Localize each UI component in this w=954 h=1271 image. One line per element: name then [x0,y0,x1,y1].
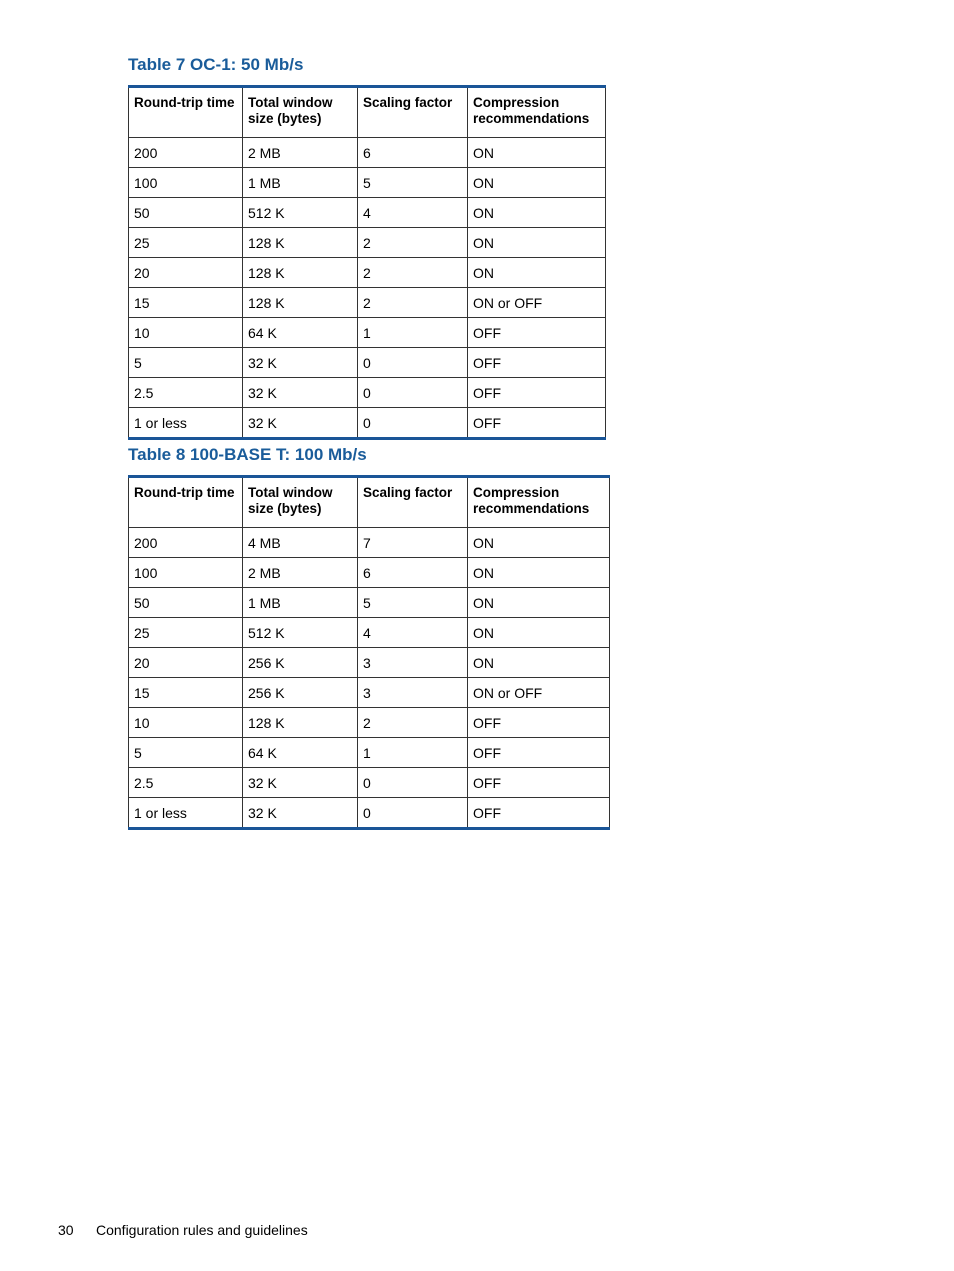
cell-round-trip-time: 200 [129,528,243,558]
cell-round-trip-time: 25 [129,618,243,648]
cell-round-trip-time: 10 [129,318,243,348]
page-number: 30 [58,1222,74,1238]
cell-compression: OFF [468,378,606,408]
cell-total-window-size: 1 MB [243,168,358,198]
header-total-window-size: Total window size (bytes) [243,87,358,138]
cell-scaling-factor: 1 [358,738,468,768]
table-row [129,558,610,588]
table-row [129,408,606,439]
section-title: Configuration rules and guidelines [96,1222,308,1238]
cell-round-trip-time: 15 [129,288,243,318]
cell-scaling-factor: 1 [358,318,468,348]
cell-compression: ON or OFF [468,288,606,318]
cell-round-trip-time: 20 [129,648,243,678]
table-row [129,528,610,558]
cell-scaling-factor: 6 [358,138,468,168]
cell-scaling-factor: 4 [358,198,468,228]
cell-compression: ON [468,198,606,228]
table-row [129,198,606,228]
cell-total-window-size: 512 K [243,198,358,228]
cell-round-trip-time: 1 or less [129,408,243,439]
cell-round-trip-time: 5 [129,738,243,768]
cell-round-trip-time: 100 [129,558,243,588]
table-row [129,648,610,678]
header-round-trip-time: Round-trip time [129,87,243,138]
cell-total-window-size: 32 K [243,798,358,829]
cell-total-window-size: 32 K [243,768,358,798]
table-7-title: Table 7 OC-1: 50 Mb/s [128,55,304,74]
cell-scaling-factor: 2 [358,708,468,738]
cell-total-window-size: 2 MB [243,558,358,588]
table-row [129,798,610,829]
cell-scaling-factor: 2 [358,288,468,318]
cell-total-window-size: 256 K [243,648,358,678]
table-row [129,378,606,408]
cell-compression: OFF [468,708,610,738]
header-compression: Compression recommendations [468,477,610,528]
cell-total-window-size: 128 K [243,228,358,258]
cell-scaling-factor: 5 [358,168,468,198]
cell-compression: OFF [468,768,610,798]
cell-total-window-size: 64 K [243,738,358,768]
cell-compression: ON [468,228,606,258]
table-8 [128,475,610,830]
cell-round-trip-time: 2.5 [129,768,243,798]
cell-total-window-size: 128 K [243,288,358,318]
cell-scaling-factor: 0 [358,348,468,378]
cell-total-window-size: 32 K [243,408,358,439]
cell-total-window-size: 64 K [243,318,358,348]
table-row [129,138,606,168]
header-round-trip-time: Round-trip time [129,477,243,528]
cell-round-trip-time: 20 [129,258,243,288]
cell-scaling-factor: 3 [358,678,468,708]
table-row [129,348,606,378]
table-row [129,588,610,618]
cell-compression: ON [468,618,610,648]
cell-scaling-factor: 7 [358,528,468,558]
cell-total-window-size: 1 MB [243,588,358,618]
cell-compression: OFF [468,408,606,439]
cell-total-window-size: 32 K [243,348,358,378]
cell-round-trip-time: 50 [129,588,243,618]
cell-compression: ON [468,558,610,588]
cell-scaling-factor: 0 [358,408,468,439]
cell-total-window-size: 128 K [243,708,358,738]
cell-compression: ON [468,258,606,288]
table-row [129,768,610,798]
table-row [129,618,610,648]
cell-total-window-size: 256 K [243,678,358,708]
table-row [129,738,610,768]
cell-round-trip-time: 50 [129,198,243,228]
header-compression: Compression recommendations [468,87,606,138]
cell-total-window-size: 4 MB [243,528,358,558]
table-7 [128,85,606,440]
cell-round-trip-time: 5 [129,348,243,378]
table-row [129,678,610,708]
cell-round-trip-time: 25 [129,228,243,258]
cell-compression: ON [468,528,610,558]
header-scaling-factor: Scaling factor [358,477,468,528]
cell-scaling-factor: 5 [358,588,468,618]
table-row [129,708,610,738]
table-row [129,288,606,318]
header-total-window-size: Total window size (bytes) [243,477,358,528]
cell-total-window-size: 2 MB [243,138,358,168]
cell-compression: ON [468,138,606,168]
cell-scaling-factor: 6 [358,558,468,588]
cell-compression: OFF [468,798,610,829]
table-row [129,258,606,288]
table-row [129,318,606,348]
cell-compression: OFF [468,348,606,378]
cell-scaling-factor: 2 [358,228,468,258]
cell-round-trip-time: 200 [129,138,243,168]
header-scaling-factor: Scaling factor [358,87,468,138]
cell-scaling-factor: 2 [358,258,468,288]
cell-compression: ON [468,588,610,618]
cell-round-trip-time: 100 [129,168,243,198]
table-header-row [129,87,606,138]
table-row [129,168,606,198]
cell-scaling-factor: 4 [358,618,468,648]
table-header-row [129,477,610,528]
table-8-title: Table 8 100-BASE T: 100 Mb/s [128,445,367,464]
cell-round-trip-time: 10 [129,708,243,738]
cell-total-window-size: 32 K [243,378,358,408]
cell-scaling-factor: 0 [358,768,468,798]
cell-total-window-size: 512 K [243,618,358,648]
cell-compression: ON [468,648,610,678]
cell-scaling-factor: 0 [358,798,468,829]
page-footer [58,1222,308,1238]
cell-compression: OFF [468,738,610,768]
cell-compression: ON or OFF [468,678,610,708]
cell-round-trip-time: 2.5 [129,378,243,408]
table-row [129,228,606,258]
cell-scaling-factor: 0 [358,378,468,408]
cell-round-trip-time: 1 or less [129,798,243,829]
cell-compression: OFF [468,318,606,348]
cell-round-trip-time: 15 [129,678,243,708]
cell-compression: ON [468,168,606,198]
cell-total-window-size: 128 K [243,258,358,288]
cell-scaling-factor: 3 [358,648,468,678]
